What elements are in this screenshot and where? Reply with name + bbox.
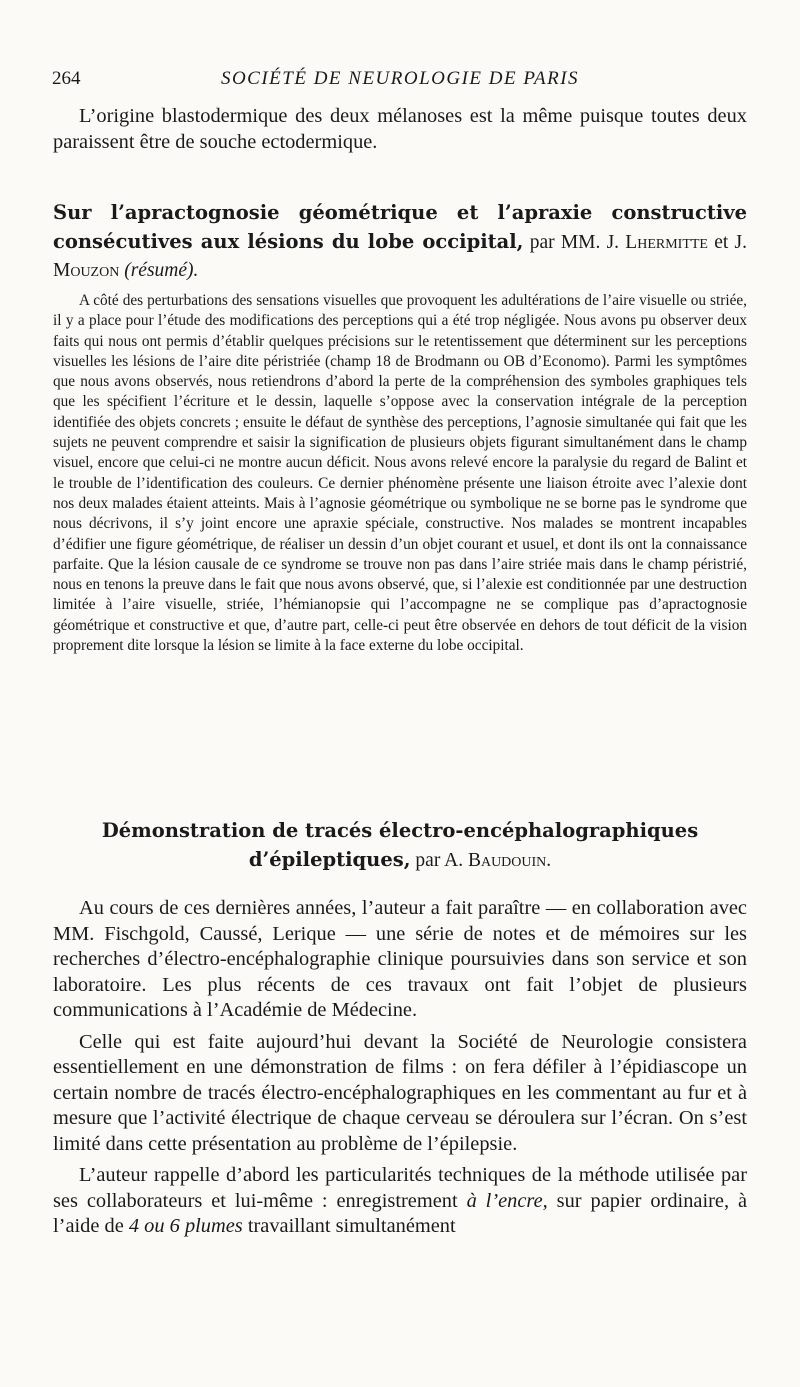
article2-heading — [53, 817, 747, 875]
article2-by: par A. — [415, 850, 464, 871]
body-paragraph-2: Celle qui est faite aujourd’hui devant la Société de Neurologie consistera essentiellement en une démonstration de films : on fera défiler à l’épidiascope un certain nombre de tracés électro-encéphalographiques en les commentant au fur et à mesure que l’activité électrique de chaque cerveau se déroulera sur l’écran. On s’est limité dans cette présentation au problème de l’épilepsie. — [53, 1030, 747, 1155]
body-paragraph-3-part-b: sur papier ordinaire, à l’aide de — [53, 1189, 748, 1237]
body-block — [53, 896, 747, 1240]
article2-title-line1: Démonstration de tracés électro-encéphalographiques — [101, 819, 699, 842]
body-paragraph-1: Au cours de ces dernières années, l’auteur a fait paraître — en collaboration avec MM. Fischgold, Caussé, Lerique — une série de notes et de mémoires sur les recherches d’électro-encéphalographie clinique poursuivies dans son service et son laboratoire. Les plus récents de ces travaux ont fait l’objet de plusieurs communications à l’Académie de Médecine. — [53, 897, 747, 1021]
article2-author: Baudouin. — [467, 850, 552, 871]
article2-title-line2: d’épileptiques, — [248, 848, 411, 871]
body-paragraph-3-part-a: L’auteur rappelle d’abord les particularités techniques de la méthode utilisée par ses collaborateurs et lui-même : enregistrement — [53, 1164, 747, 1212]
running-title: SOCIÉTÉ DE NEUROLOGIE DE PARIS — [220, 68, 580, 89]
body-paragraph-3-emphasis-1: à l’encre, — [466, 1189, 548, 1212]
running-head — [52, 68, 748, 94]
article1-author1: Lhermitte — [625, 232, 708, 253]
article1-heading-block — [53, 199, 747, 285]
body-paragraph-3-part-c: travaillant simultanément — [247, 1215, 456, 1237]
article2-heading-block — [53, 817, 747, 875]
abstract-block — [53, 291, 747, 656]
body-paragraph-3 — [53, 1163, 747, 1240]
abstract-paragraph: A côté des perturbations des sensations visuelles que provoquent les adultérations de l’aire visuelle ou striée, il y a place pour l’étude des modifications des perceptions qui a été trop négligée. Nous avons pu observer deux faits qui nous ont permis d’établir quelques précisions sur le retentissement que déterminent sur les perceptions visuelles les lésions de l’aire dite péristriée (champ 18 de Brodmann ou OB d’Economo). Parmi les symptômes que nous avons observés, nous retiendrons d’abord la perte de la compréhension des symboles graphiques tels que les spécifient l’écriture et le dessin, laquelle s’oppose avec la conservation intégrale de la perception identifiée des objets concrets ; ensuite le défaut de synthèse des perceptions, l’agnosie simultanée qui fait que les sujets ne peuvent comprendre et saisir la signification de plusieurs objets figurant simultanément dans le champ visuel, encore que celui-ci ne montre aucun déficit. Nous avons relevé encore la paralysie du regard de Balint et le trouble de l’identification des couleurs. Ce dernier phénomène présente une liaison étroite avec l’alexie dont nos deux malades étaient atteints. Mais à l’agnosie géométrique ou symbolique ne se borne pas le syndrome que nous décrivons, il s’y joint encore une apraxie spéciale, constructive. Nos malades se montrent incapables d’édifier une figure géométrique, de réaliser un dessin d’un objet courant et usuel, et dont ils ont la connaissance parfaite. Que la lésion causale de ce syndrome se trouve non pas dans l’aire striée mais dans le champ péristrié, nous en tenons la preuve dans le fait que nous avons observé, que, si l’alexie est conditionnée par une destruction limitée à l’aire visuelle, striée, l’hémianopsie qui l’accompagne ne se complique pas d’apractognosie géométrique et constructive et que, d’autre part, celle-ci peut être observée en dehors de tout déficit de la vision proprement dite lorsque la lésion se limite à la face externe du lobe occipital. — [53, 292, 747, 655]
article1-note: (résumé). — [124, 260, 199, 281]
page-number: 264 — [52, 68, 81, 89]
article1-by: par MM. J. — [529, 232, 620, 253]
article1-heading — [53, 199, 747, 285]
article1-and: et J. — [714, 232, 747, 253]
intro-block — [53, 104, 747, 155]
article1-title: Sur l’apractognosie géométrique et l’apraxie constructive consécutives aux lésions du lobe occipital, — [53, 201, 747, 253]
body-paragraph-3-emphasis-2: 4 ou 6 plumes — [128, 1215, 243, 1237]
intro-paragraph: L’origine blastodermique des deux mélanoses est la même puisque toutes deux paraissent être de souche ectodermique. — [53, 105, 747, 153]
article1-author2: Mouzon — [53, 260, 120, 281]
